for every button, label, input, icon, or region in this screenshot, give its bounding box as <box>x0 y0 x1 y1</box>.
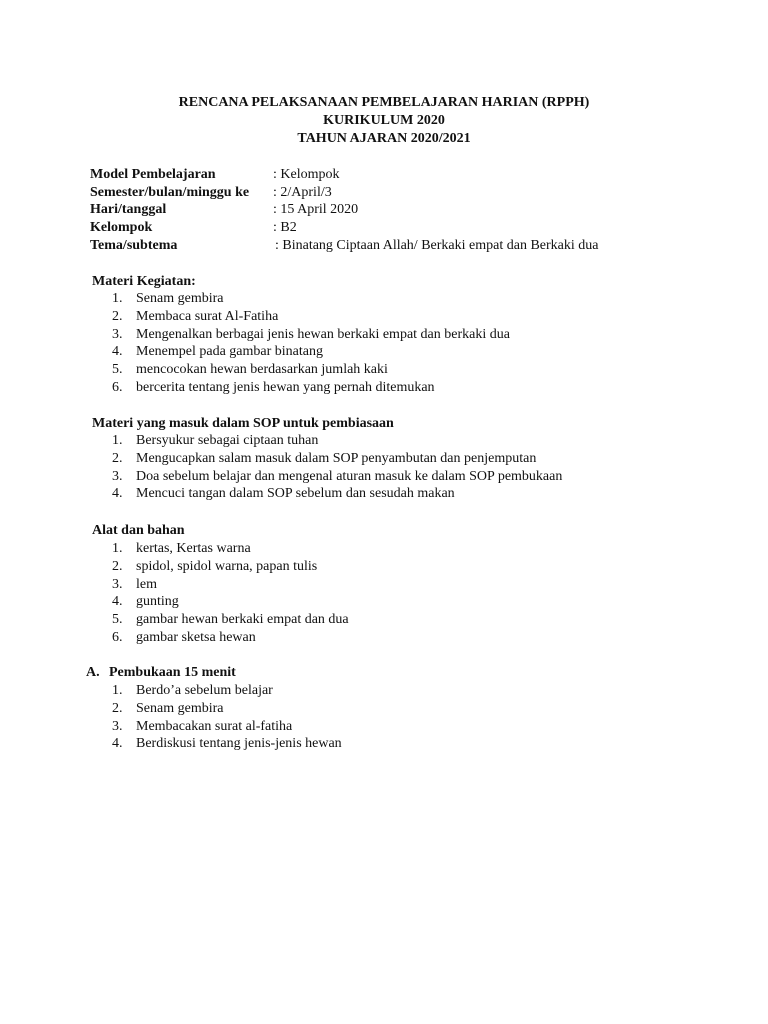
list-item-number: 6. <box>112 629 123 645</box>
doc-title-line-2: KURIKULUM 2020 <box>323 113 445 128</box>
list-item-number: 4. <box>112 736 123 752</box>
list-item-text: Senam gembira <box>136 700 224 716</box>
meta-label: Model Pembelajaran <box>90 167 216 182</box>
list-item-text: kertas, Kertas warna <box>136 541 251 556</box>
list-item-text: gunting <box>136 594 179 610</box>
meta-value: : 2/April/3 <box>273 185 332 200</box>
list-item-text: Senam gembira <box>136 291 224 306</box>
list-item-number: 6. <box>112 379 123 395</box>
list-item-number: 3. <box>112 576 123 592</box>
list-item-number: 5. <box>112 362 123 378</box>
meta-value: : Binatang Ciptaan Allah/ Berkaki empat dan Berkaki dua <box>275 238 599 253</box>
list-item-text: bercerita tentang jenis hewan yang pernah ditemukan <box>136 379 435 395</box>
list-item-text: Membaca surat Al-Fatiha <box>136 308 279 324</box>
list-item-number: 3. <box>112 326 123 342</box>
list-item-number: 2. <box>112 308 123 324</box>
list-item-text: gambar sketsa hewan <box>136 629 256 645</box>
list-item-text: Mengucapkan salam masuk dalam SOP penyambutan dan penjemputan <box>136 450 537 466</box>
list-item-text: Berdo’a sebelum belajar <box>136 683 273 698</box>
section-heading-materi-kegiatan: Materi Kegiatan: <box>92 274 196 289</box>
meta-label: Hari/tanggal <box>90 202 167 217</box>
section-letter: A. <box>86 665 100 680</box>
meta-value: : Kelompok <box>273 167 340 182</box>
list-item-number: 1. <box>112 541 123 556</box>
list-item-number: 4. <box>112 486 123 502</box>
section-heading-materi-sop: Materi yang masuk dalam SOP untuk pembiasaan <box>92 416 394 431</box>
meta-value: : 15 April 2020 <box>273 202 359 217</box>
section-heading-text: Pembukaan 15 menit <box>109 665 236 680</box>
list-item-number: 1. <box>112 683 123 698</box>
list-item-text: spidol, spidol warna, papan tulis <box>136 558 318 574</box>
section-heading-pembukaan <box>86 664 386 682</box>
list-item-text: Berdiskusi tentang jenis-jenis hewan <box>136 736 342 752</box>
list-item-number: 4. <box>112 594 123 610</box>
doc-title-line-3: TAHUN AJARAN 2020/2021 <box>297 131 471 146</box>
meta-row-kelompok <box>90 219 710 237</box>
meta-label: Semester/bulan/minggu ke <box>90 185 250 200</box>
list-item-number: 2. <box>112 558 123 574</box>
list-item-text: Mengenalkan berbagai jenis hewan berkaki empat dan berkaki dua <box>136 326 510 342</box>
list-item-text: Menempel pada gambar binatang <box>136 344 323 360</box>
list-item-text: Doa sebelum belajar dan mengenal aturan masuk ke dalam SOP pembukaan <box>136 468 563 484</box>
list-item-number: 1. <box>112 291 123 306</box>
list-item-text: lem <box>136 576 157 592</box>
list-item-text: gambar hewan berkaki empat dan dua <box>136 612 349 628</box>
list-item-text: Membacakan surat al-fatiha <box>136 718 293 734</box>
list-item-number: 2. <box>112 700 123 716</box>
list-item-number: 3. <box>112 468 123 484</box>
list-item-number: 2. <box>112 450 123 466</box>
meta-row-model <box>90 166 710 184</box>
list-item-number: 3. <box>112 718 123 734</box>
meta-label: Kelompok <box>90 220 153 235</box>
meta-row-hari-tanggal <box>90 201 710 219</box>
meta-label: Tema/subtema <box>90 238 178 253</box>
list-item-text: Bersyukur sebagai ciptaan tuhan <box>136 433 319 448</box>
list-item-number: 5. <box>112 612 123 628</box>
meta-value: : B2 <box>273 220 297 235</box>
list-item-number: 1. <box>112 433 123 448</box>
list-item-number: 4. <box>112 344 123 360</box>
meta-row-semester <box>90 184 710 202</box>
section-heading-alat-bahan: Alat dan bahan <box>92 523 185 538</box>
doc-title-line-1: RENCANA PELAKSANAAN PEMBELAJARAN HARIAN (RPPH) <box>178 95 590 110</box>
list-item-text: Mencuci tangan dalam SOP sebelum dan sesudah makan <box>136 486 455 502</box>
list-item-text: mencocokan hewan berdasarkan jumlah kaki <box>136 362 388 378</box>
meta-row-tema <box>90 237 710 255</box>
